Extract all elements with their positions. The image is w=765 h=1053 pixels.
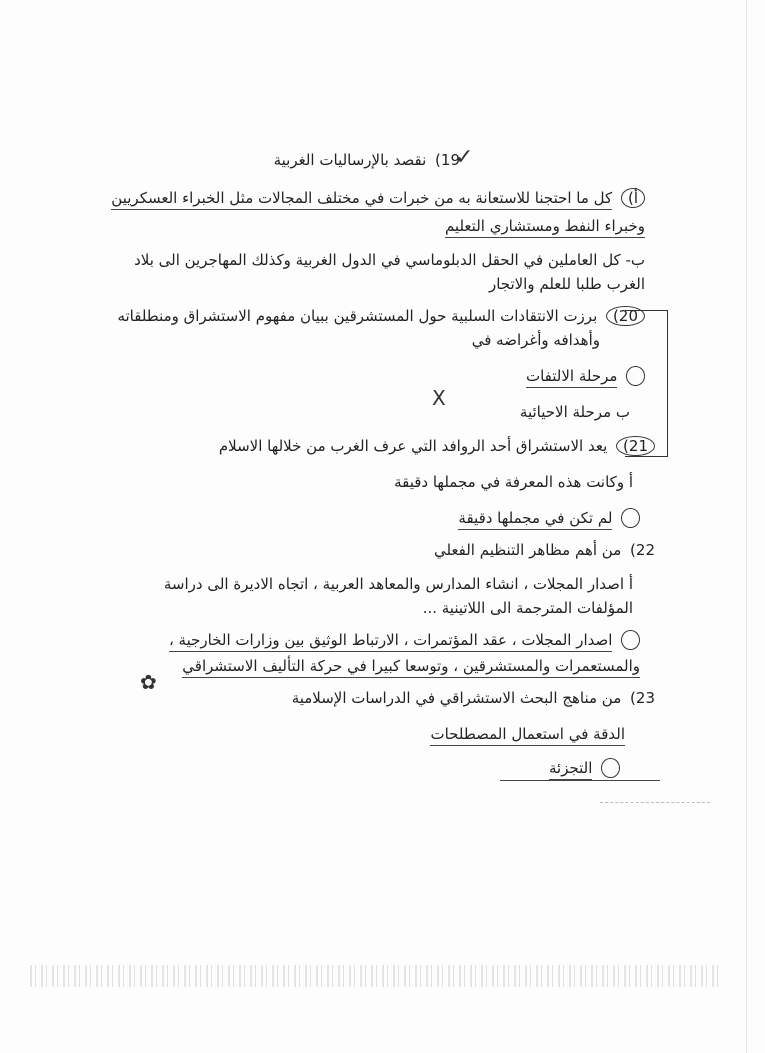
- q21-option-b: [458, 508, 640, 528]
- q21-option-b-marker: [621, 508, 640, 528]
- q19-option-b-line1: [134, 250, 645, 270]
- q20-option-a-text: مرحلة الالتفات: [526, 367, 617, 388]
- q20-stem-text2: وأهدافه وأغراضه في: [471, 331, 600, 349]
- q23-number: 23): [630, 689, 655, 707]
- q20-option-a-marker: [626, 366, 645, 386]
- q19-option-a-marker: أ): [621, 188, 645, 208]
- scan-noise-footer: [30, 965, 720, 987]
- q23-option-a: [430, 724, 625, 744]
- q21-option-b-text: لم تكن في مجملها دقيقة: [458, 509, 612, 530]
- q22-option-b-marker: [621, 630, 640, 650]
- q21-stem: [219, 436, 655, 456]
- q19-option-a-text1: كل ما احتجنا للاستعانة به من خبرات في مختلف المجالات مثل الخبراء العسكريين: [111, 189, 612, 210]
- q21-option-a: [394, 472, 633, 492]
- cross-mark: X: [432, 386, 446, 410]
- q20-stem-line2: [472, 330, 600, 350]
- q22-option-b-line2: [182, 656, 640, 676]
- q22-option-b-text1: اصدار المجلات ، عقد المؤتمرات ، الارتباط الوثيق بين وزارات الخارجية ،: [169, 631, 613, 652]
- handwritten-stroke: [500, 780, 660, 781]
- q19-option-a-line1: [111, 188, 645, 208]
- q22-option-b-text2: والمستعمرات والمستشرقين ، وتوسعا كبيرا في حركة التأليف الاستشراقي: [182, 657, 640, 678]
- q22-stem: [434, 540, 655, 560]
- q20-option-b: [520, 402, 630, 422]
- scan-edge: [746, 0, 747, 1053]
- q21-option-a-text: أ وكانت هذه المعرفة في مجملها دقيقة: [394, 473, 633, 491]
- q22-option-b-line1: [169, 630, 640, 650]
- q20-option-a: [526, 366, 645, 386]
- faint-dash: [600, 802, 710, 803]
- q19-number: 19): [435, 151, 460, 169]
- q23-option-b: [549, 758, 620, 778]
- q22-option-a-line1: [164, 574, 633, 594]
- q19-option-b-text2: الغرب طلبا للعلم والاتجار: [488, 275, 645, 293]
- q23-stem-text: من مناهج البحث الاستشراقي في الدراسات الإسلامية: [291, 689, 622, 707]
- q19-option-b-text1: ب- كل العاملين في الحقل الدبلوماسي في الدول الغربية وكذلك المهاجرين الى بلاد: [134, 251, 645, 269]
- q19-stem: [274, 150, 460, 170]
- q22-option-a-line2: [423, 598, 633, 618]
- q23-option-b-text: التجزئة: [549, 759, 592, 780]
- q22-option-a-text2: المؤلفات المترجمة الى اللاتينية ...: [422, 599, 633, 617]
- q23-option-b-marker: [601, 758, 620, 778]
- q20-stem-text1: برزت الانتقادات السلبية حول المستشرقين ببيان مفهوم الاستشراق ومنطلقاته: [117, 307, 598, 325]
- q21-stem-text: يعد الاستشراق أحد الروافد التي عرف الغرب من خلالها الاسلام: [218, 437, 608, 455]
- q19-stem-text: نقصد بالإرساليات الغربية: [273, 151, 427, 169]
- q22-number: 22): [630, 541, 655, 559]
- q23-stem: [292, 688, 655, 708]
- q19-option-a-text2: وخبراء النفط ومستشاري التعليم: [445, 217, 645, 238]
- q20-number: 20): [606, 306, 645, 326]
- q19-option-a-line2: [445, 216, 645, 236]
- q20-option-b-text: ب مرحلة الاحيائية: [519, 403, 630, 421]
- q21-number: 21): [616, 436, 655, 456]
- q19-option-b-line2: [489, 274, 645, 294]
- flower-doodle: ✿: [140, 670, 157, 694]
- q23-option-a-text: الدقة في استعمال المصطلحات: [430, 725, 625, 746]
- q22-stem-text: من أهم مظاهر التنظيم الفعلي: [433, 541, 622, 559]
- q19-check-mark: ✓: [455, 145, 474, 170]
- q20-stem-line1: [117, 306, 645, 326]
- q22-option-a-text1: أ اصدار المجلات ، انشاء المدارس والمعاهد العربية ، اتجاه الاديرة الى دراسة: [163, 575, 633, 593]
